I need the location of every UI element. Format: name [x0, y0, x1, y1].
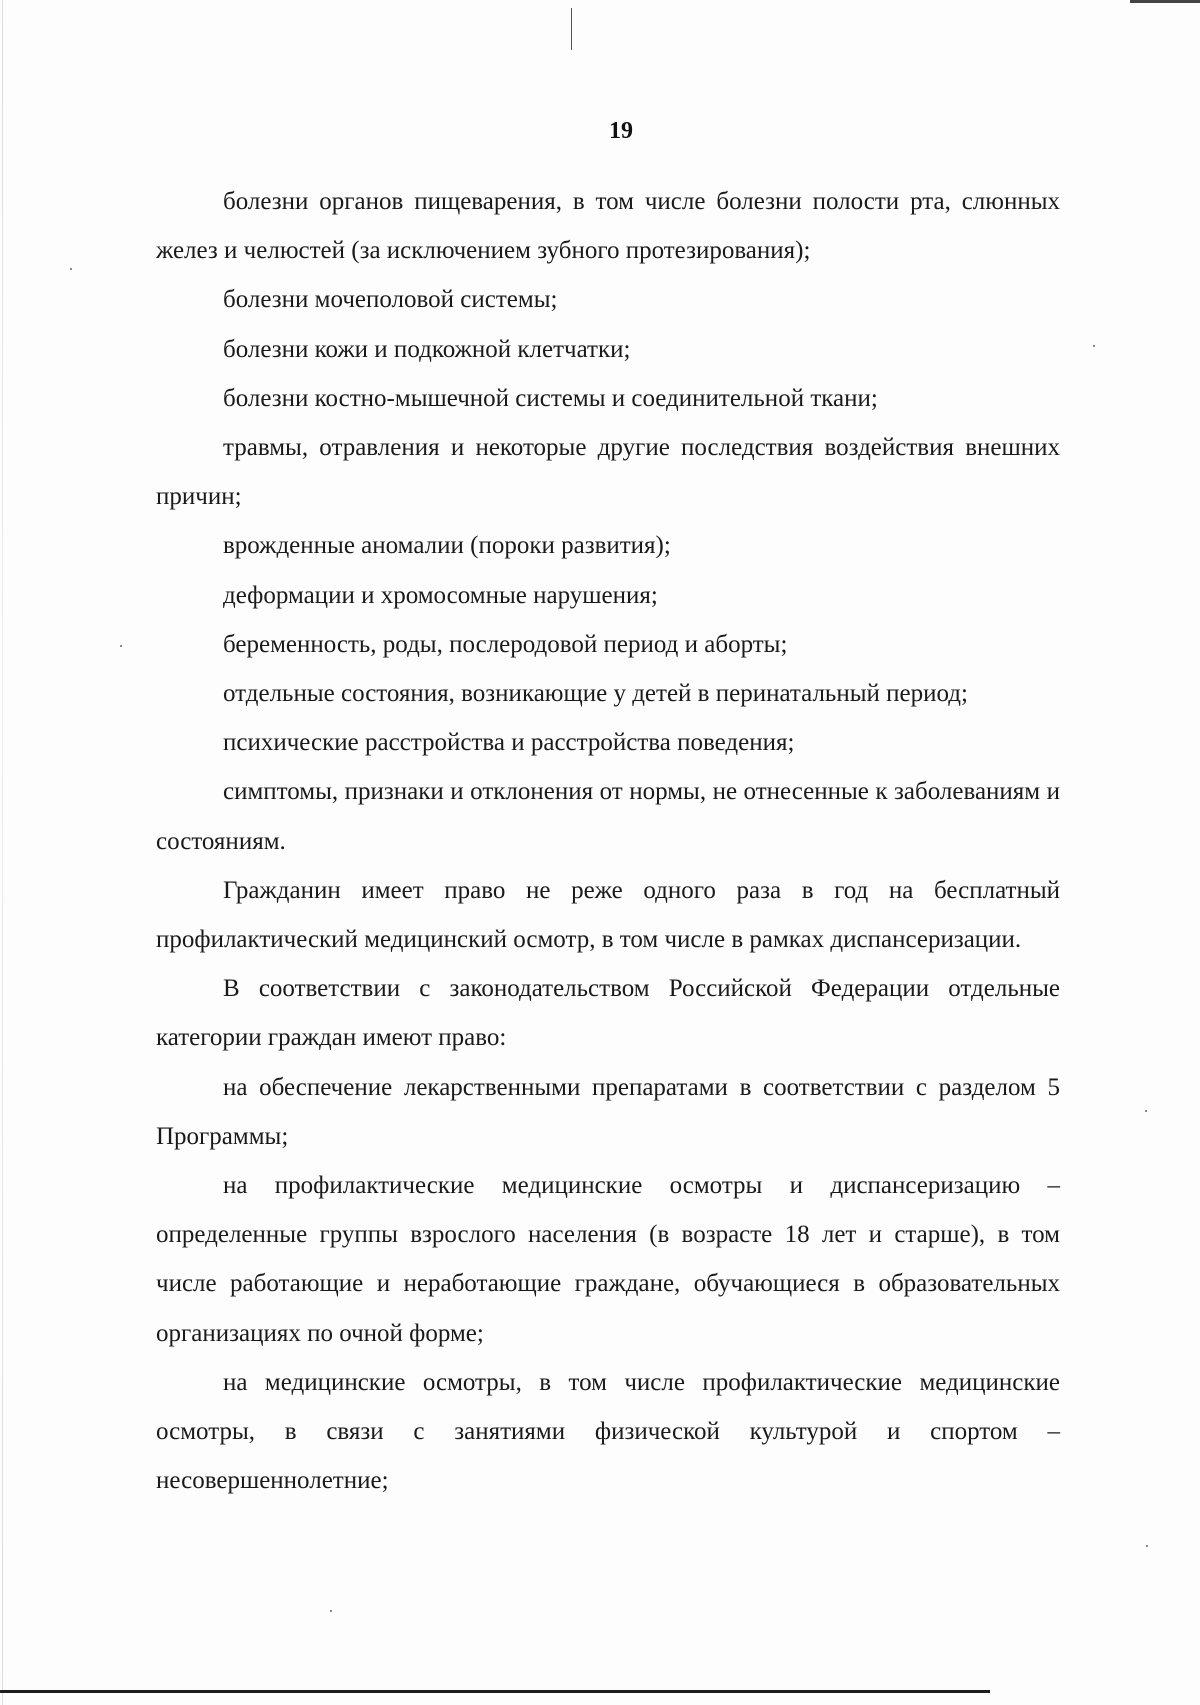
- paragraph: симптомы, признаки и отклонения от нормы, не отнесенные к заболеваниям и состояниям.: [156, 778, 1060, 855]
- scan-border: [0, 1690, 990, 1693]
- paragraph: на профилактические медицинские осмотры и диспансеризацию – определенные группы взрослого населения (в возрасте 18 лет и старше), в том числе работающие и неработающие граждане, обучающиеся в образовательных организациях по очной форме;: [156, 1172, 1060, 1347]
- scan-speck: [1093, 345, 1095, 347]
- paragraph: врожденные аномалии (пороки развития);: [223, 532, 671, 560]
- document-body: [156, 177, 1060, 1505]
- paragraph: беременность, роды, послеродовой период и аборты;: [223, 630, 788, 658]
- paragraph: болезни костно-мышечной системы и соединительной ткани;: [223, 384, 878, 412]
- paragraph: отдельные состояния, возникающие у детей в перинатальный период;: [223, 680, 968, 708]
- page-number: 19: [609, 118, 633, 144]
- scan-smudge: [1130, 0, 1200, 3]
- paragraph: деформации и хромосомные нарушения;: [223, 581, 658, 609]
- paragraph: болезни органов пищеварения, в том числе болезни полости рта, слюнных желез и челюстей (за исключением зубного протезирования);: [156, 188, 1060, 265]
- scan-speck: [330, 1610, 332, 1612]
- scan-speck: [120, 645, 122, 647]
- scan-speck: [1146, 1545, 1148, 1547]
- scan-mark: [571, 8, 572, 50]
- scan-edge: [2, 0, 3, 1705]
- paragraph: травмы, отравления и некоторые другие последствия воздействия внешних причин;: [156, 434, 1060, 511]
- paragraph: на обеспечение лекарственными препаратами в соответствии с разделом 5 Программы;: [156, 1073, 1060, 1150]
- scan-speck: [70, 268, 72, 270]
- scan-speck: [1145, 1110, 1147, 1112]
- paragraph: психические расстройства и расстройства поведения;: [223, 729, 795, 757]
- paragraph: на медицинские осмотры, в том числе профилактические медицинские осмотры, в связи с занятиями физической культурой и спортом – несовершеннолетние;: [156, 1368, 1060, 1495]
- paragraph: В соответствии с законодательством Российской Федерации отдельные категории граждан имеют право:: [156, 975, 1060, 1052]
- paragraph: болезни мочеполовой системы;: [223, 286, 558, 314]
- paragraph: болезни кожи и подкожной клетчатки;: [223, 335, 631, 363]
- paragraph: Гражданин имеет право не реже одного раза в год на бесплатный профилактический медицинский осмотр, в том числе в рамках диспансеризации.: [156, 876, 1060, 954]
